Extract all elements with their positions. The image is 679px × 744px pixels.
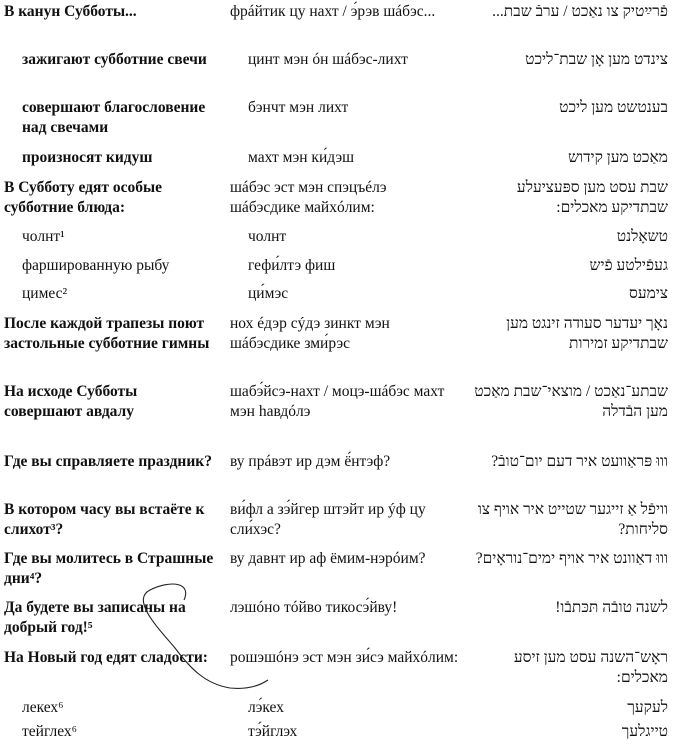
transliteration: ву прáвэт ир дэм ё́нтэф? (230, 453, 391, 470)
russian-phrase: цимес² (22, 285, 68, 302)
russian-phrase: произносят кидуш (22, 149, 153, 166)
transliteration: шáбэс эст мэн спэцъéлэ шáбэсдике майхóлим: (230, 179, 387, 216)
transliteration: ву давнт ир аф ёмим-нэрóим? (230, 550, 426, 567)
yiddish-phrase: ראָש־השנה עסט מען זיסע מאכלים: (513, 649, 668, 686)
yiddish-phrase: בענטשט מען ליכט (559, 99, 668, 116)
transliteration: фрáйтик цу нахт / э́рэв шáбэс... (230, 3, 436, 20)
transliteration: шабэ́йсэ-нахт / моцэ-шáбэс махт мэн hавдóлэ (230, 383, 445, 420)
yiddish-phrase: וווּ פּראַוועט איר דעם יום־טובֿ? (491, 453, 668, 470)
transliteration: гефи́лтэ фиш (248, 257, 336, 274)
yiddish-phrase: געפֿילטע פֿיש (589, 257, 668, 274)
russian-phrase: фаршированную рыбу (22, 257, 170, 274)
yiddish-phrase: נאָך יעדער סעודה זינגט מען שבתדיקע זמירות (506, 315, 668, 352)
yiddish-phrase: שבתע־נאַכט / מוצאי־שבת מאַכט מען הבֿדלה (474, 383, 668, 420)
yiddish-phrase: טייגלעך (621, 723, 668, 740)
yiddish-phrase: שבת עסט מען ספּעציעלע שבתדיקע מאכלים: (516, 179, 668, 216)
transliteration: тэ́йглэх (248, 723, 298, 740)
yiddish-phrase: מאַכט מען קידוש (568, 149, 668, 166)
transliteration: нох éдэр сýдэ зинкт мэн шáбэсдике зми́рэс (230, 315, 390, 352)
russian-phrase: Да будете вы записаны на добрый год!⁵ (4, 599, 186, 636)
russian-phrase: Где вы справляете праздник? (4, 453, 212, 470)
russian-phrase: лекех⁶ (22, 699, 64, 716)
yiddish-phrase: לעקעך (627, 699, 668, 716)
transliteration: лэ́кех (248, 699, 284, 716)
yiddish-phrase: וויפֿל אַ זייגער שטייט איר אויף צו סליחות? (477, 501, 668, 538)
yiddish-phrase: צימעס (629, 285, 668, 302)
russian-phrase: В котором часу вы встаёте к слихот³? (4, 501, 205, 538)
yiddish-phrase: צינדט מען אָן שבת־ליכט (525, 51, 668, 68)
transliteration: лэшóно тóйво тикосэ́йву! (230, 599, 398, 616)
transliteration: рошэшóнэ эст мэн зи́сэ майхóлим: (230, 649, 459, 666)
transliteration: ви́фл а зэ́йгер штэйт ир ýф цу сли́хэс? (230, 501, 426, 538)
russian-phrase: зажигают субботние свечи (22, 51, 207, 68)
russian-phrase: В канун Субботы... (4, 3, 137, 20)
russian-phrase: чолнт¹ (22, 228, 65, 245)
transliteration: ци́мэс (248, 285, 289, 302)
transliteration: бэнчт мэн лихт (248, 99, 349, 116)
transliteration: чолнт (248, 228, 287, 245)
russian-phrase: На Новый год едят сладости: (4, 649, 208, 666)
russian-phrase: В Субботу едят особые субботние блюда: (4, 179, 162, 216)
russian-phrase: После каждой трапезы поют застольные субботние гимны (4, 315, 210, 352)
transliteration: махт мэн ки́дэш (248, 149, 355, 166)
transliteration: цинт мэн óн шáбэс-лихт (248, 51, 408, 68)
yiddish-phrase: לשנה טובֿה תּכּתבֿו! (555, 599, 668, 616)
yiddish-phrase: פֿרײַטיק צו נאַכט / ערבֿ שבת... (492, 3, 668, 20)
russian-phrase: совершают благословение над свечами (22, 99, 206, 136)
russian-phrase: На исходе Субботы совершают авдалу (4, 383, 138, 420)
yiddish-phrase: וווּ דאַוונט איר אויף ימים־נוראָים? (475, 550, 668, 567)
yiddish-phrase: טשאָלנט (616, 228, 668, 245)
russian-phrase: Где вы молитесь в Страшные дни⁴? (4, 550, 214, 587)
russian-phrase: тейглех⁶ (22, 723, 78, 740)
